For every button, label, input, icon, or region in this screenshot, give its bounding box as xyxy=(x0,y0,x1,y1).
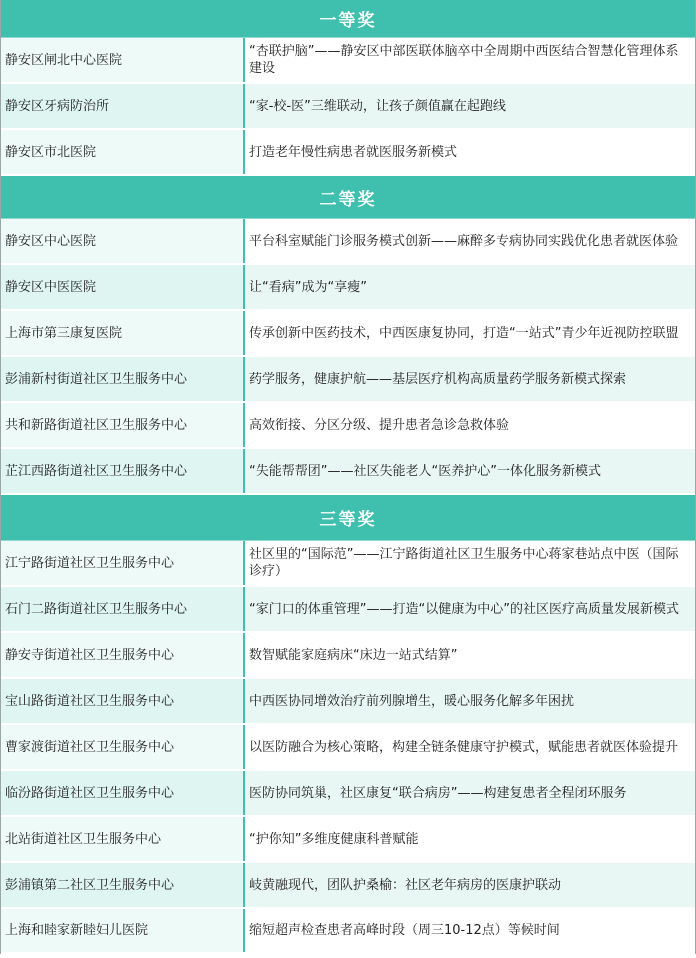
unit-name: 静安区牙病防治所 xyxy=(1,84,243,128)
unit-name: 江宁路街道社区卫生服务中心 xyxy=(1,541,243,585)
table-row xyxy=(1,265,695,311)
unit-name: 上海市第三康复医院 xyxy=(1,311,243,355)
unit-name: 石门二路街道社区卫生服务中心 xyxy=(1,587,243,631)
project-title: “失能帮帮团”——社区失能老人“医养护心”一体化服务新模式 xyxy=(243,449,695,493)
project-title: “杏联护脑”——静安区中部医联体脑卒中全周期中西医结合智慧化管理体系建设 xyxy=(243,38,695,82)
project-title: 岐黄融现代，团队护桑榆：社区老年病房的医康护联动 xyxy=(243,863,695,907)
table-row xyxy=(1,449,695,495)
table-row xyxy=(1,130,695,176)
table-row xyxy=(1,38,695,84)
table-row xyxy=(1,84,695,130)
table-row xyxy=(1,909,695,954)
table-row xyxy=(1,633,695,679)
table-row xyxy=(1,817,695,863)
table-row xyxy=(1,863,695,909)
table-row xyxy=(1,357,695,403)
project-title: 让“看病”成为“享瘦” xyxy=(243,265,695,309)
unit-name: 彭浦镇第二社区卫生服务中心 xyxy=(1,863,243,907)
project-title: 社区里的“国际范”——江宁路街道社区卫生服务中心蒋家巷站点中医（国际诊疗） xyxy=(243,541,695,585)
table-row xyxy=(1,219,695,265)
project-title: 以医防融合为核心策略，构建全链条健康守护模式，赋能患者就医体验提升 xyxy=(243,725,695,769)
unit-name: 彭浦新村街道社区卫生服务中心 xyxy=(1,357,243,401)
project-title: 打造老年慢性病患者就医服务新模式 xyxy=(243,130,695,174)
unit-name: 临汾路街道社区卫生服务中心 xyxy=(1,771,243,815)
project-title: 传承创新中医药技术，中西医康复协同，打造“一站式”青少年近视防控联盟 xyxy=(243,311,695,355)
table-row xyxy=(1,771,695,817)
project-title: “护你知”多维度健康科普赋能 xyxy=(243,817,695,861)
unit-name: 芷江西路街道社区卫生服务中心 xyxy=(1,449,243,493)
section-header-third-prize: 三等奖 xyxy=(1,495,695,541)
table-row xyxy=(1,587,695,633)
unit-name: 北站街道社区卫生服务中心 xyxy=(1,817,243,861)
unit-name: 共和新路街道社区卫生服务中心 xyxy=(1,403,243,447)
project-title: 药学服务，健康护航——基层医疗机构高质量药学服务新模式探索 xyxy=(243,357,695,401)
project-title: 缩短超声检查患者高峰时段（周三10-12点）等候时间 xyxy=(243,909,695,952)
unit-name: 静安寺街道社区卫生服务中心 xyxy=(1,633,243,677)
section-header-first-prize: 一等奖 xyxy=(1,0,695,38)
unit-name: 上海和睦家新睦妇儿医院 xyxy=(1,909,243,952)
section-header-second-prize: 二等奖 xyxy=(1,176,695,219)
unit-name: 曹家渡街道社区卫生服务中心 xyxy=(1,725,243,769)
project-title: 高效衔接、分区分级、提升患者急诊急救体验 xyxy=(243,403,695,447)
project-title: “家门口的体重管理”——打造“以健康为中心”的社区医疗高质量发展新模式 xyxy=(243,587,695,631)
unit-name: 静安区中心医院 xyxy=(1,219,243,263)
table-row xyxy=(1,725,695,771)
table-row xyxy=(1,403,695,449)
unit-name: 静安区中医医院 xyxy=(1,265,243,309)
unit-name: 宝山路街道社区卫生服务中心 xyxy=(1,679,243,723)
project-title: “家-校-医”三维联动，让孩子颜值赢在起跑线 xyxy=(243,84,695,128)
unit-name: 静安区闸北中心医院 xyxy=(1,38,243,82)
unit-name: 静安区市北医院 xyxy=(1,130,243,174)
project-title: 平台科室赋能门诊服务模式创新——麻醉多专病协同实践优化患者就医体验 xyxy=(243,219,695,263)
table-row xyxy=(1,679,695,725)
project-title: 中西医协同增效治疗前列腺增生，暖心服务化解多年困扰 xyxy=(243,679,695,723)
project-title: 数智赋能家庭病床“床边一站式结算” xyxy=(243,633,695,677)
table-row xyxy=(1,311,695,357)
table-row xyxy=(1,541,695,587)
project-title: 医防协同筑巢，社区康复“联合病房”——构建复患者全程闭环服务 xyxy=(243,771,695,815)
